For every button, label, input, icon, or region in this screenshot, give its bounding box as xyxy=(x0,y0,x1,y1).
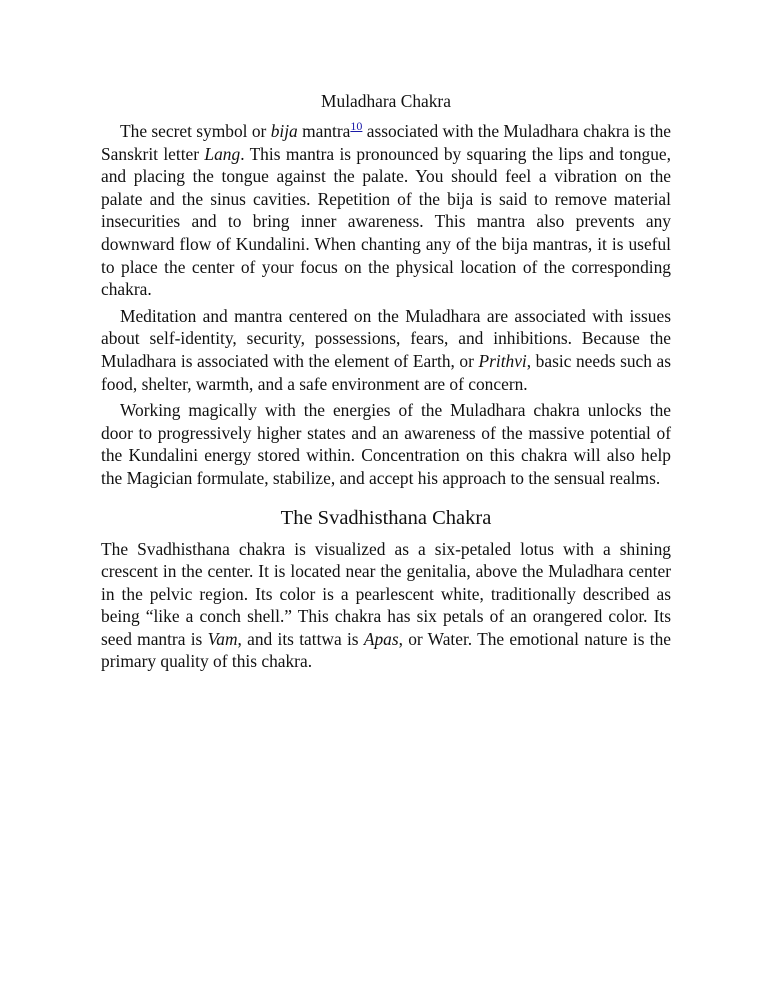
italic-term-vam: Vam xyxy=(207,628,238,649)
text-run: The Svadhisthana chakra is visualized as a six-petaled lotus with a shining crescent in the center. It is located near the genitalia, above the Muladhara center in the pelvic region. Its color is a pearlescent white, traditionally described as being “like a conch shell.” This chakra has six petals of an orangered color. Its seed mantra is xyxy=(101,538,671,649)
svadhisthana-heading: The Svadhisthana Chakra xyxy=(280,506,492,529)
italic-term-apas: Apas xyxy=(363,628,399,649)
muladhara-paragraph-2 xyxy=(101,305,671,395)
text-run: mantra xyxy=(297,121,351,141)
italic-term-bija: bija xyxy=(270,121,298,141)
text-run: . This mantra is pronounced by squaring the lips and tongue, and placing the tongue against the palate. You should feel a vibration on the palate and the sinus cavities. Repetition of the bija is said to remove material insecurities and to bring inner awareness. This mantra also prevents any downward flow of Kundalini. When chanting any of the bija mantras, it is useful to place the center of your focus on the physical location of the corresponding chakra. xyxy=(101,143,671,300)
text-run: , basic needs such as food, shelter, warmth, and a safe environment are of concern. xyxy=(101,350,671,394)
muladhara-heading: Muladhara Chakra xyxy=(321,91,451,111)
page-content xyxy=(101,88,671,677)
text-run: Meditation and mantra centered on the Muladhara are associated with issues about self-identity, security, possessions, fears, and inhibitions. Because the Muladhara is associated with the element of Earth, or xyxy=(101,305,671,371)
muladhara-paragraph-1 xyxy=(101,120,671,301)
svadhisthana-paragraph-1 xyxy=(101,538,671,674)
text-run: The secret symbol or xyxy=(120,121,271,141)
italic-term-prithvi: Prithvi xyxy=(478,350,527,371)
italic-term-lang: Lang xyxy=(204,143,241,164)
text-run: , or Water. The emotional nature is the primary quality of this chakra. xyxy=(101,628,672,672)
text-run: associated with the Muladhara chakra is the Sanskrit letter xyxy=(101,121,671,164)
text-run: , and its tattwa is xyxy=(237,628,364,649)
footnote-link[interactable]: 10 xyxy=(350,119,363,133)
muladhara-paragraph-3: Working magically with the energies of the Muladhara chakra unlocks the door to progressively higher states and an awareness of the massive potential of the Kundalini energy stored within. Concentration on this chakra will also help the Magician formulate, stabilize, and accept his approach to the sensual realms. xyxy=(101,400,671,488)
